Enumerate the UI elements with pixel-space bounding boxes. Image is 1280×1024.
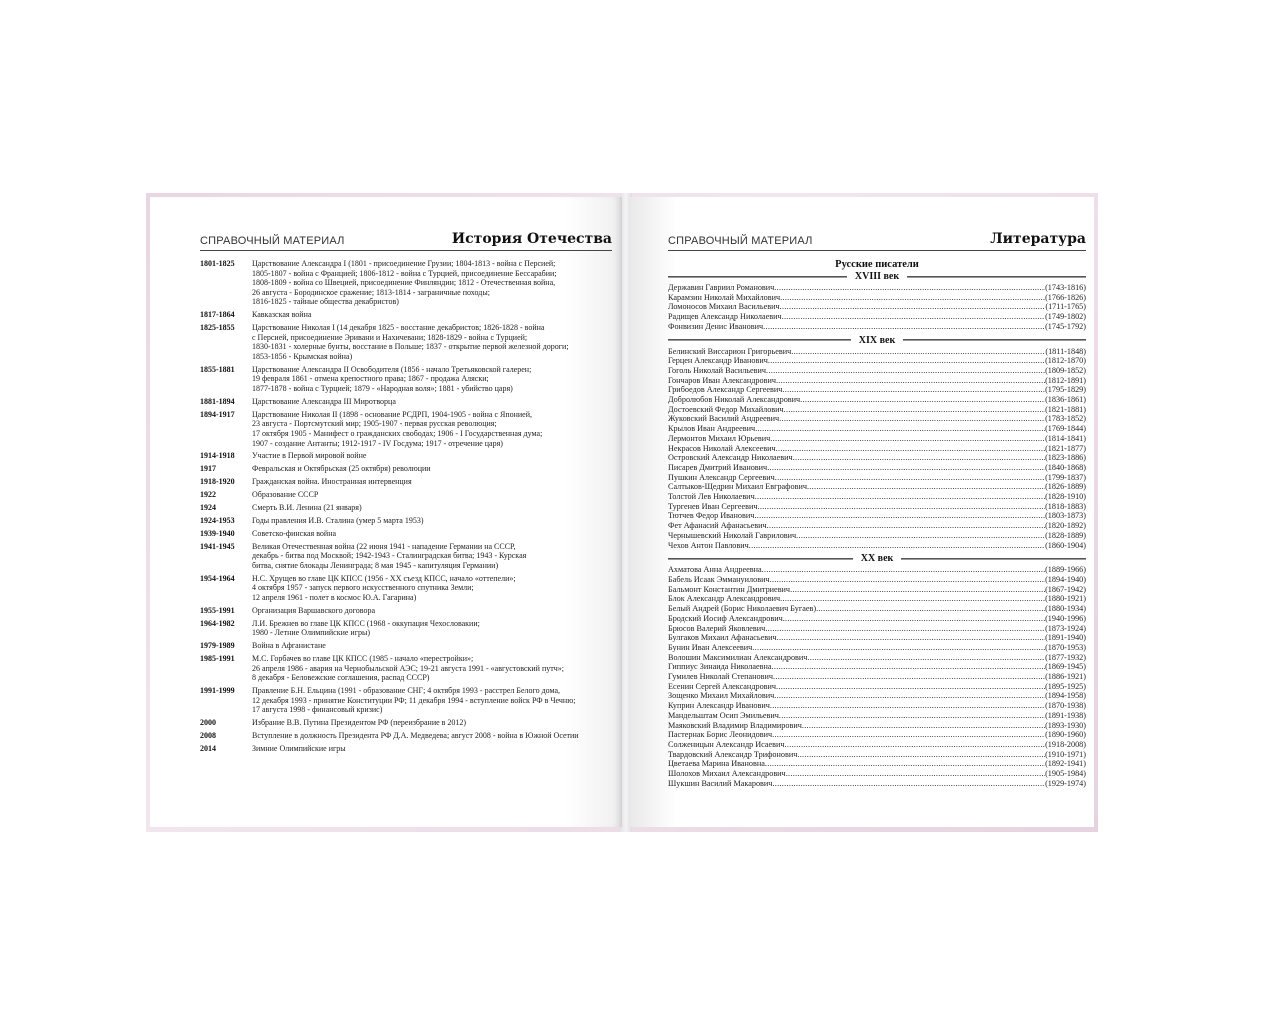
writer-row bbox=[668, 691, 1086, 701]
writer-name: Бабель Исаак Эммануилович bbox=[668, 574, 770, 584]
writer-row bbox=[668, 414, 1086, 424]
leader-dots bbox=[763, 322, 1045, 332]
writer-years: (1743-1816) bbox=[1045, 283, 1086, 292]
century-label: XIX век bbox=[858, 334, 896, 346]
timeline-row bbox=[200, 641, 612, 651]
timeline-text: Вступление в должность Президента РФ Д.А. Медведева; август 2008 - война в Южной Осетии bbox=[252, 731, 579, 741]
writer-name: Писарев Дмитрий Иванович bbox=[668, 462, 768, 472]
writer-row bbox=[668, 302, 1086, 312]
writer-row bbox=[668, 511, 1086, 521]
century-label: XVIII век bbox=[854, 271, 900, 282]
writer-years: (1821-1881) bbox=[1045, 404, 1086, 414]
writer-row bbox=[668, 594, 1086, 604]
leader-dots bbox=[772, 779, 1045, 789]
writer-row bbox=[668, 502, 1086, 512]
writer-years: (1918-2008) bbox=[1045, 739, 1086, 749]
writer-row bbox=[668, 662, 1086, 672]
writer-name: Державин Гавриил Романович bbox=[668, 283, 775, 292]
writer-years: (1812-1891) bbox=[1045, 375, 1086, 385]
writer-years: (1749-1802) bbox=[1045, 312, 1086, 322]
history-timeline bbox=[200, 259, 612, 757]
writer-row bbox=[668, 376, 1086, 386]
leader-dots bbox=[782, 385, 1045, 395]
timeline-row bbox=[200, 259, 612, 307]
timeline-year: 1979-1989 bbox=[200, 641, 235, 651]
leader-dots bbox=[793, 453, 1045, 463]
writer-name: Есенин Сергей Александрович bbox=[668, 681, 777, 691]
writer-row bbox=[668, 633, 1086, 643]
writers-list bbox=[668, 565, 1086, 788]
writer-years: (1880-1921) bbox=[1045, 594, 1086, 604]
writer-row bbox=[668, 721, 1086, 731]
leader-dots bbox=[800, 395, 1045, 405]
writer-name: Добролюбов Николай Александрович bbox=[668, 395, 801, 405]
writer-row bbox=[668, 463, 1086, 473]
writer-name: Карамзин Николай Михайлович bbox=[668, 292, 781, 302]
writer-name: Гончаров Иван Александрович bbox=[668, 375, 776, 385]
timeline-row bbox=[200, 503, 612, 513]
writer-name: Салтыков-Щедрин Михаил Евграфович bbox=[668, 482, 807, 492]
writer-name: Гумилев Николай Степанович bbox=[668, 672, 774, 682]
writer-row bbox=[668, 356, 1086, 366]
page-title: История Отечества bbox=[451, 231, 612, 247]
timeline-row bbox=[200, 686, 612, 715]
writer-years: (1840-1868) bbox=[1045, 462, 1086, 472]
timeline-text: Гражданская война. Иностранная интервенция bbox=[252, 477, 412, 487]
writer-years: (1745-1792) bbox=[1045, 321, 1086, 331]
writer-name: Твардовский Александр Трифонович bbox=[668, 749, 798, 759]
timeline-row bbox=[200, 310, 612, 320]
section-subtitle: Русские писатели bbox=[835, 259, 919, 270]
leader-dots bbox=[780, 594, 1045, 604]
leader-dots bbox=[796, 531, 1045, 541]
timeline-year: 1941-1945 bbox=[200, 541, 235, 551]
timeline-row bbox=[200, 451, 612, 461]
writer-row bbox=[668, 711, 1086, 721]
timeline-row bbox=[200, 397, 612, 407]
leader-dots bbox=[755, 492, 1045, 502]
writer-years: (1889-1966) bbox=[1045, 565, 1086, 575]
writer-row bbox=[668, 385, 1086, 395]
leader-dots bbox=[790, 585, 1045, 595]
writer-row bbox=[668, 701, 1086, 711]
writer-row bbox=[668, 653, 1086, 663]
timeline-year: 1991-1999 bbox=[200, 686, 235, 696]
leader-dots bbox=[791, 347, 1045, 357]
timeline-row bbox=[200, 516, 612, 526]
leader-dots bbox=[783, 614, 1045, 624]
timeline-year: 2000 bbox=[200, 718, 216, 728]
writer-row bbox=[668, 750, 1086, 760]
leader-dots bbox=[779, 711, 1045, 721]
timeline-text: Правление Б.Н. Ельцина (1991 - образование СНГ; 4 октября 1993 - расстрел Белого дома, 12 декабря 1993 - принятие Конституции РФ; 11 декабря 1994 - вступление войск РФ в Чечню; 17 августа 1998 - финансовый кризис) bbox=[252, 686, 576, 715]
timeline-row bbox=[200, 574, 612, 603]
writer-name: Ахматова Анна Андреевна bbox=[668, 565, 762, 575]
leader-dots bbox=[774, 283, 1045, 293]
timeline-row bbox=[200, 542, 612, 571]
timeline-row bbox=[200, 744, 612, 754]
writer-row bbox=[668, 759, 1086, 769]
timeline-year: 1801-1825 bbox=[200, 259, 235, 268]
writer-row bbox=[668, 492, 1086, 502]
leader-dots bbox=[777, 633, 1045, 643]
timeline-row bbox=[200, 490, 612, 500]
timeline-year: 1924-1953 bbox=[200, 515, 235, 525]
writer-row bbox=[668, 779, 1086, 789]
header-ref: СПРАВОЧНЫЙ МАТЕРИАЛ bbox=[668, 235, 813, 247]
timeline-text: Царствование Николая I (14 декабря 1825 - восстание декабристов; 1826-1828 - война с Персией, присоединение Эривани и Нахичевани; 1828-1829 - война с Турцией; 1830-1831 - холерные бунты, восстание в Польше; 1837 - открытие первой железной дороги; 1853-1856 - Крымская война) bbox=[252, 323, 569, 361]
timeline-year: 1881-1894 bbox=[200, 396, 235, 406]
writer-name: Тютчев Федор Иванович bbox=[668, 511, 755, 521]
writer-years: (1891-1938) bbox=[1045, 710, 1086, 720]
writer-name: Лермонтов Михаил Юрьевич bbox=[668, 433, 771, 443]
writers-list bbox=[668, 347, 1086, 551]
leader-dots bbox=[767, 463, 1045, 473]
leader-dots bbox=[770, 434, 1045, 444]
timeline-year: 1825-1855 bbox=[200, 323, 235, 333]
writer-name: Солженицын Александр Исаевич bbox=[668, 739, 785, 749]
writer-row bbox=[668, 521, 1086, 531]
writer-name: Шолохов Михаил Александрович bbox=[668, 769, 786, 779]
timeline-text: Кавказская война bbox=[252, 310, 312, 320]
writer-row bbox=[668, 312, 1086, 322]
timeline-text: Царствование Александра I (1801 - присоединение Грузии; 1804-1813 - война с Персией; 1805-1807 - война с Францией; 1806-1812 - война с Турцией, присоединение Бессарабии; 1808-1809 - война со Швецией, присоединение Финляндии; 1812 - Отечественная война, 26 августа - Бородинское сражение; 1813-1814 - заграничные походы; 1816-1825 - тайные общества декабристов) bbox=[252, 259, 557, 307]
timeline-text: Образование СССР bbox=[252, 490, 319, 500]
timeline-text: Л.И. Брежнев во главе ЦК КПСС (1968 - оккупация Чехословакии; 1980 - Летние Олимпийские игры) bbox=[252, 618, 480, 638]
leader-dots bbox=[768, 356, 1045, 366]
timeline-row bbox=[200, 477, 612, 487]
timeline-text: Царствование Александра III Миротворца bbox=[252, 396, 396, 406]
writer-years: (1818-1883) bbox=[1045, 501, 1086, 511]
timeline-year: 1922 bbox=[200, 490, 216, 500]
timeline-text: Избрание В.В. Путина Президентом РФ (переизбрание в 2012) bbox=[252, 718, 467, 728]
writer-years: (1869-1945) bbox=[1045, 662, 1086, 672]
divider bbox=[903, 339, 1086, 341]
timeline-text: Царствование Николая II (1898 - основание РСДРП, 1904-1905 - война с Японией, 23 августа - Портсмутский мир; 1905-1907 - первая русская революция; 17 октября 1905 - Манифест о гражданских свободах; 1906 - I Государственная дума; 1907 - создание Антанты; 1912-1917 - IV Госдума; 1917 - отречение царя) bbox=[252, 409, 543, 448]
writer-name: Фет Афанасий Афанасьевич bbox=[668, 521, 767, 531]
timeline-year: 1894-1917 bbox=[200, 409, 235, 419]
timeline-row bbox=[200, 731, 612, 741]
writers-list bbox=[668, 283, 1086, 332]
writer-years: (1828-1889) bbox=[1045, 530, 1086, 540]
leader-dots bbox=[765, 624, 1045, 634]
leader-dots bbox=[807, 482, 1045, 492]
writer-row bbox=[668, 347, 1086, 357]
leader-dots bbox=[755, 424, 1045, 434]
writer-years: (1892-1941) bbox=[1045, 759, 1086, 769]
writer-name: Гоголь Николай Васильевич bbox=[668, 365, 767, 375]
writers-section bbox=[668, 259, 1086, 791]
writer-years: (1880-1934) bbox=[1045, 604, 1086, 614]
timeline-row bbox=[200, 718, 612, 728]
century-heading bbox=[668, 553, 1086, 564]
writer-name: Бальмонт Константин Дмитриевич bbox=[668, 584, 791, 594]
writer-name: Пастернак Борис Леонидович bbox=[668, 730, 773, 740]
writer-years: (1828-1910) bbox=[1045, 492, 1086, 502]
writer-years: (1929-1974) bbox=[1045, 778, 1086, 788]
leader-dots bbox=[754, 511, 1045, 521]
writer-row bbox=[668, 283, 1086, 293]
writer-years: (1814-1841) bbox=[1045, 433, 1086, 443]
writer-years: (1826-1889) bbox=[1045, 482, 1086, 492]
divider bbox=[901, 558, 1086, 560]
leader-dots bbox=[776, 444, 1045, 454]
writer-years: (1867-1942) bbox=[1045, 584, 1086, 594]
writer-name: Радищев Александр Николаевич bbox=[668, 312, 782, 322]
writer-row bbox=[668, 769, 1086, 779]
writer-name: Шукшин Василий Макарович bbox=[668, 778, 773, 788]
writer-row bbox=[668, 293, 1086, 303]
timeline-text: Участие в Первой мировой войне bbox=[252, 451, 367, 461]
left-page-header bbox=[200, 231, 612, 251]
timeline-row bbox=[200, 529, 612, 539]
writer-years: (1783-1852) bbox=[1045, 414, 1086, 424]
writer-row bbox=[668, 424, 1086, 434]
writer-years: (1873-1924) bbox=[1045, 623, 1086, 633]
writer-years: (1940-1996) bbox=[1045, 613, 1086, 623]
writer-years: (1711-1765) bbox=[1045, 302, 1086, 312]
timeline-text: Царствование Александра II Освободителя (1856 - начало Третьяковской галерен; 19 февраля 1861 - отмена крепостного права; 1867 - продажа Аляски; 1877-1878 - война с Турцией; 1879 - «Народная воля»; 1881 - убийство царя) bbox=[252, 364, 532, 394]
writer-name: Тургенев Иван Сергеевич bbox=[668, 501, 758, 511]
writer-years: (1870-1938) bbox=[1045, 701, 1086, 711]
timeline-year: 1918-1920 bbox=[200, 477, 235, 487]
writer-years: (1821-1877) bbox=[1045, 443, 1086, 453]
timeline-row bbox=[200, 606, 612, 616]
writer-years: (1886-1921) bbox=[1045, 672, 1086, 682]
leader-dots bbox=[762, 565, 1045, 575]
leader-dots bbox=[766, 366, 1045, 376]
leader-dots bbox=[776, 376, 1045, 386]
writer-row bbox=[668, 614, 1086, 624]
writer-name: Пушкин Александр Сергеевич bbox=[668, 472, 775, 482]
writer-row bbox=[668, 672, 1086, 682]
century-heading bbox=[668, 271, 1086, 282]
timeline-text: Организация Варшавского договора bbox=[252, 605, 375, 615]
leader-dots bbox=[775, 473, 1045, 483]
writer-years: (1836-1861) bbox=[1045, 395, 1086, 405]
writer-years: (1820-1892) bbox=[1045, 521, 1086, 531]
timeline-text: М.С. Горбачев во главе ЦК КПСС (1985 - начало «перестройки»; 26 апреля 1986 - авария на Чернобыльской АЭС; 19-21 августа 1991 - «августовский путч»; 8 декабря - Беловежские соглашения, распад СССР) bbox=[252, 654, 564, 683]
divider bbox=[668, 339, 851, 341]
writer-years: (1809-1852) bbox=[1045, 365, 1086, 375]
writer-name: Герцен Александр Иванович bbox=[668, 356, 768, 366]
leader-dots bbox=[816, 604, 1045, 614]
timeline-row bbox=[200, 410, 612, 448]
timeline-text: Н.С. Хрущев во главе ЦК КПСС (1956 - XX съезд КПСС, начало «оттепели»; 4 октября 1957 - запуск первого искусственного спутника Земли; 12 апреля 1961 - полет в космос Ю.А. Гагарина) bbox=[252, 573, 516, 602]
writer-years: (1799-1837) bbox=[1045, 472, 1086, 482]
timeline-year: 1955-1991 bbox=[200, 605, 235, 615]
writer-row bbox=[668, 585, 1086, 595]
writer-name: Мандельштам Осип Эмильевич bbox=[668, 710, 779, 720]
leader-dots bbox=[770, 701, 1045, 711]
writer-name: Маяковский Владимир Владимирович bbox=[668, 720, 802, 730]
writer-row bbox=[668, 405, 1086, 415]
writer-row bbox=[668, 541, 1086, 551]
right-page bbox=[630, 197, 1094, 827]
timeline-year: 1954-1964 bbox=[200, 573, 235, 583]
writer-name: Бунин Иван Алексеевич bbox=[668, 642, 753, 652]
writer-years: (1812-1870) bbox=[1045, 356, 1086, 366]
writer-name: Гиппиус Зинаида Николаевна bbox=[668, 662, 772, 672]
writer-row bbox=[668, 473, 1086, 483]
writer-name: Достоевский Федор Михайлович bbox=[668, 404, 784, 414]
writer-name: Брюсов Валерий Яковлевич bbox=[668, 623, 766, 633]
writer-name: Чернышевский Николай Гаврилович bbox=[668, 530, 797, 540]
timeline-text: Смерть В.И. Ленина (21 января) bbox=[252, 503, 362, 513]
writer-row bbox=[668, 740, 1086, 750]
leader-dots bbox=[770, 575, 1045, 585]
timeline-year: 1817-1864 bbox=[200, 310, 235, 320]
leader-dots bbox=[749, 541, 1045, 551]
timeline-year: 1939-1940 bbox=[200, 528, 235, 538]
timeline-year: 1924 bbox=[200, 503, 216, 513]
writer-row bbox=[668, 624, 1086, 634]
writer-years: (1910-1971) bbox=[1045, 749, 1086, 759]
leader-dots bbox=[772, 730, 1045, 740]
writer-row bbox=[668, 395, 1086, 405]
writer-row bbox=[668, 434, 1086, 444]
timeline-year: 1914-1918 bbox=[200, 451, 235, 461]
leader-dots bbox=[780, 293, 1045, 303]
writer-years: (1894-1958) bbox=[1045, 691, 1086, 701]
writer-name: Белый Андрей (Борис Николаевич Бугаев) bbox=[668, 604, 817, 614]
timeline-row bbox=[200, 654, 612, 683]
writer-name: Волошин Максимилиан Александрович bbox=[668, 652, 808, 662]
leader-dots bbox=[807, 653, 1045, 663]
writer-row bbox=[668, 322, 1086, 332]
divider bbox=[907, 276, 1086, 278]
writer-years: (1895-1925) bbox=[1045, 681, 1086, 691]
writer-name: Чехов Антон Павлович bbox=[668, 540, 749, 550]
writer-name: Бродский Иосиф Александрович bbox=[668, 613, 783, 623]
writer-years: (1905-1984) bbox=[1045, 769, 1086, 779]
leader-dots bbox=[786, 769, 1045, 779]
writer-row bbox=[668, 604, 1086, 614]
timeline-text: Февральская и Октябрьская (25 октября) революции bbox=[252, 464, 431, 474]
writer-name: Булгаков Михаил Афанасьевич bbox=[668, 633, 777, 643]
writer-years: (1894-1940) bbox=[1045, 574, 1086, 584]
writer-name: Жуковский Василий Андреевич bbox=[668, 414, 780, 424]
writer-years: (1890-1960) bbox=[1045, 730, 1086, 740]
century-label: XX век bbox=[860, 553, 894, 565]
writer-row bbox=[668, 482, 1086, 492]
divider bbox=[668, 276, 847, 278]
timeline-year: 1964-1982 bbox=[200, 618, 235, 628]
writer-name: Зощенко Михаил Михайлович bbox=[668, 691, 775, 701]
leader-dots bbox=[767, 521, 1045, 531]
writer-name: Некрасов Николай Алексеевич bbox=[668, 443, 776, 453]
writer-name: Фонвизин Денис Иванович bbox=[668, 321, 764, 331]
timeline-text: Советско-финская война bbox=[252, 528, 337, 538]
timeline-year: 2014 bbox=[200, 744, 216, 754]
leader-dots bbox=[784, 405, 1045, 415]
leader-dots bbox=[752, 643, 1045, 653]
timeline-year: 2008 bbox=[200, 731, 216, 741]
writer-name: Крылов Иван Андреевич bbox=[668, 424, 756, 434]
timeline-year: 1855-1881 bbox=[200, 364, 235, 374]
writer-row bbox=[668, 575, 1086, 585]
divider bbox=[668, 558, 853, 560]
leader-dots bbox=[780, 302, 1046, 312]
timeline-text: Годы правления И.В. Сталина (умер 5 марта 1953) bbox=[252, 515, 424, 525]
writer-name: Грибоедов Александр Сергеевич bbox=[668, 385, 783, 395]
centuries-list bbox=[668, 271, 1086, 788]
writer-name: Ломоносов Михаил Васильевич bbox=[668, 302, 780, 312]
leader-dots bbox=[779, 414, 1045, 424]
writer-years: (1766-1826) bbox=[1045, 292, 1086, 302]
timeline-year: 1985-1991 bbox=[200, 654, 235, 664]
writer-row bbox=[668, 643, 1086, 653]
writer-row bbox=[668, 682, 1086, 692]
writer-years: (1891-1940) bbox=[1045, 633, 1086, 643]
left-page bbox=[150, 197, 622, 827]
writer-row bbox=[668, 531, 1086, 541]
timeline-year: 1917 bbox=[200, 464, 216, 474]
writer-years: (1811-1848) bbox=[1045, 346, 1086, 356]
writer-name: Блок Александр Александрович bbox=[668, 594, 781, 604]
leader-dots bbox=[774, 691, 1045, 701]
timeline-row bbox=[200, 619, 612, 638]
timeline-text: Зимние Олимпийские игры bbox=[252, 744, 346, 754]
leader-dots bbox=[772, 662, 1046, 672]
writer-row bbox=[668, 730, 1086, 740]
timeline-row bbox=[200, 323, 612, 361]
writer-name: Куприн Александр Иванович bbox=[668, 701, 770, 711]
timeline-row bbox=[200, 365, 612, 394]
leader-dots bbox=[776, 682, 1045, 692]
leader-dots bbox=[797, 750, 1045, 760]
leader-dots bbox=[765, 759, 1045, 769]
writer-row bbox=[668, 366, 1086, 376]
leader-dots bbox=[802, 721, 1045, 731]
writer-row bbox=[668, 453, 1086, 463]
timeline-text: Великая Отечественная война (22 июня 1941 - нападение Германии на СССР, декабрь - битва под Москвой; 1942-1943 - Сталинградская битва; 1943 - Курская битва, снятие блокады Ленинграда; 8 мая 1945 - капитуляция Германии) bbox=[252, 541, 527, 570]
writer-years: (1860-1904) bbox=[1045, 540, 1086, 550]
century-heading bbox=[668, 335, 1086, 346]
writer-years: (1870-1953) bbox=[1045, 642, 1086, 652]
page-title: Литература bbox=[990, 231, 1086, 247]
leader-dots bbox=[773, 672, 1045, 682]
writer-years: (1795-1829) bbox=[1045, 385, 1086, 395]
writer-name: Цветаева Марина Ивановна bbox=[668, 759, 765, 769]
leader-dots bbox=[758, 502, 1046, 512]
writer-years: (1769-1844) bbox=[1045, 424, 1086, 434]
timeline-text: Война в Афганистане bbox=[252, 641, 326, 651]
writer-years: (1823-1886) bbox=[1045, 453, 1086, 463]
writer-row bbox=[668, 444, 1086, 454]
writer-name: Толстой Лев Николаевич bbox=[668, 492, 755, 502]
writer-years: (1877-1932) bbox=[1045, 652, 1086, 662]
writer-name: Белинский Виссарион Григорьевич bbox=[668, 346, 792, 356]
writer-years: (1803-1873) bbox=[1045, 511, 1086, 521]
leader-dots bbox=[785, 740, 1046, 750]
header-ref: СПРАВОЧНЫЙ МАТЕРИАЛ bbox=[200, 235, 345, 247]
writer-name: Островский Александр Николаевич bbox=[668, 453, 793, 463]
writer-row bbox=[668, 565, 1086, 575]
timeline-row bbox=[200, 464, 612, 474]
leader-dots bbox=[782, 312, 1045, 322]
writer-years: (1893-1930) bbox=[1045, 720, 1086, 730]
right-page-header bbox=[668, 231, 1086, 251]
